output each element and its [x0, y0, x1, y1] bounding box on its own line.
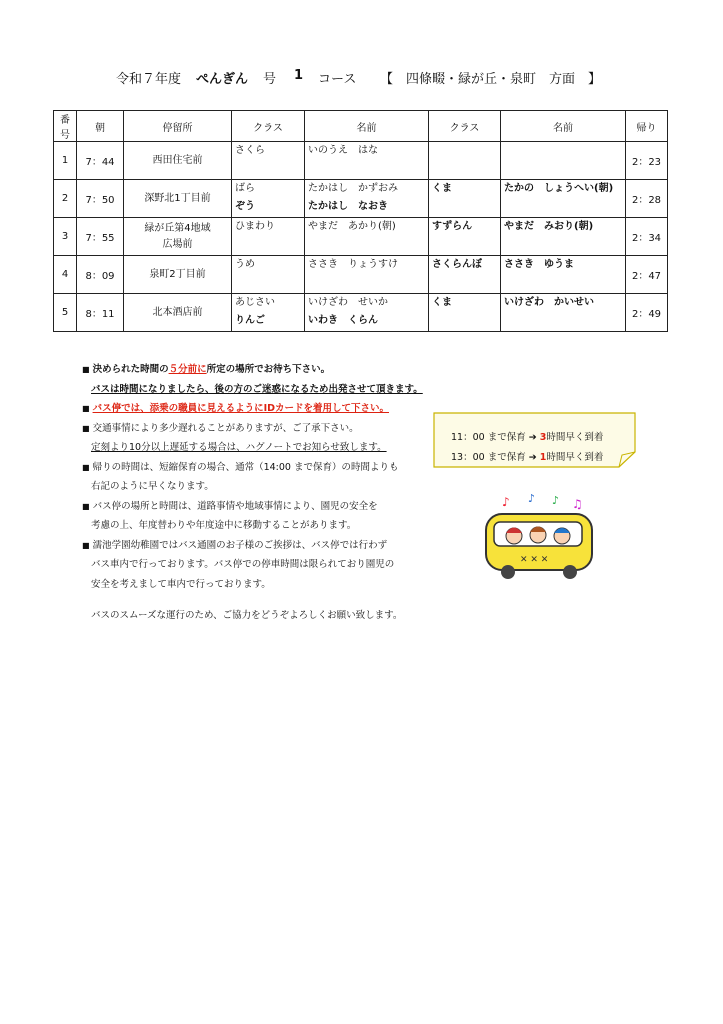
cell-name-2: たかの しょうへい(朝): [501, 180, 626, 218]
cell-class-2: [429, 142, 501, 180]
go-label: 号: [263, 72, 277, 87]
cell-class-2: すずらん: [429, 218, 501, 256]
cell-return-time: 2：49: [626, 294, 668, 332]
cell-class-1: ばら ぞう: [232, 180, 305, 218]
cell-number: 5: [54, 294, 77, 332]
bullet-icon: ■: [82, 365, 90, 374]
cell-name-1: やまだ あかり(朝): [305, 218, 429, 256]
note-3: ■ 交通事情により多少遅れることがありますが、ご了承下さい。: [82, 422, 359, 434]
col-header-class: クラス: [429, 111, 501, 142]
cell-name-2: やまだ みおり(朝): [501, 218, 626, 256]
bullet-icon: ■: [82, 540, 90, 550]
note-4: ■ 帰りの時間は、短縮保育の場合、通常（14:00 まで保育）の時間よりも: [82, 461, 399, 473]
cell-bus-stop: 西田住宅前: [124, 142, 232, 180]
cell-class-2: くま: [429, 294, 501, 332]
cell-morning-time: 7：50: [77, 180, 124, 218]
cell-bus-stop: 泉町2丁目前: [124, 256, 232, 294]
bullet-icon: ■: [82, 404, 90, 413]
cell-bus-stop: 北本酒店前: [124, 294, 232, 332]
col-header-class: クラス: [232, 111, 305, 142]
table-row: [54, 256, 668, 294]
arrow-right-icon: ➔: [528, 432, 537, 443]
early-arrival-callout: [433, 412, 636, 468]
cell-class-1: ひまわり: [232, 218, 305, 256]
note-5: ■ バス停の場所と時間は、道路事情や地域事情により、園児の安全を: [82, 500, 378, 512]
closing-message: バスのスムーズな運行のため、ご協力をどうぞよろしくお願い致します。: [91, 610, 403, 621]
cell-morning-time: 8：09: [77, 256, 124, 294]
callout-row-1300: 13：00 まで保育 ➔ 1時間早く到着: [451, 452, 604, 463]
cell-bus-stop: 深野北1丁目前: [124, 180, 232, 218]
note-6-detail-2: 安全を考えまして車内で行っております。: [91, 578, 271, 590]
cell-class-1: さくら: [232, 142, 305, 180]
svg-text:♫: ♫: [572, 497, 583, 511]
cell-number: 1: [54, 142, 77, 180]
table-row: [54, 180, 668, 218]
col-header-number: 番号: [54, 111, 77, 142]
cell-number: 3: [54, 218, 77, 256]
cell-name-2: いけざわ かいせい: [501, 294, 626, 332]
cell-name-1: いのうえ はな: [305, 142, 429, 180]
cell-return-time: 2：23: [626, 142, 668, 180]
cell-bus-stop: 緑が丘第4地域 広場前: [124, 218, 232, 256]
cell-return-time: 2：47: [626, 256, 668, 294]
cell-class-2: くま: [429, 180, 501, 218]
bullet-icon: ■: [82, 501, 90, 511]
note-1: ■ 決められた時間の５分前に所定の場所でお待ち下さい。: [82, 364, 331, 375]
note-6: ■ 濡池学園幼稚園ではバス通園のお子様のご挨拶は、バス停では行わず: [82, 539, 388, 551]
cell-name-2: [501, 142, 626, 180]
col-header-return: 帰り: [626, 111, 668, 142]
bullet-icon: ■: [82, 462, 90, 472]
table-row: [54, 142, 668, 180]
col-header-stop: 停留所: [124, 111, 232, 142]
cell-class-1: あじさい りんご: [232, 294, 305, 332]
bus-schedule-table: [53, 110, 668, 332]
cell-name-1: いけざわ せいか いわき くらん: [305, 294, 429, 332]
cell-morning-time: 8：11: [77, 294, 124, 332]
bullet-icon: ■: [82, 423, 90, 433]
note-2: ■ バス停では、添乗の職員に見えるようにIDカードを着用して下さい。: [82, 403, 389, 414]
cell-name-1: たかはし かずおみ たかはし なおき: [305, 180, 429, 218]
bus-illustration-icon: [480, 492, 600, 582]
bus-number: 1: [294, 68, 304, 83]
cell-number: 4: [54, 256, 77, 294]
note-5-detail: 考慮の上、年度替わりや年度途中に移動することがあります。: [91, 520, 357, 531]
cell-return-time: 2：34: [626, 218, 668, 256]
cell-morning-time: 7：55: [77, 218, 124, 256]
svg-text:♪: ♪: [528, 492, 536, 505]
callout-row-1100: 11：00 まで保育 ➔ 3時間早く到着: [451, 432, 604, 443]
note-4-detail: 右記のように早くなります。: [91, 481, 214, 492]
note-1-detail: バスは時間になりましたら、後の方のご迷惑になるため出発させて頂きます。: [91, 383, 423, 395]
table-row: [54, 294, 668, 332]
notes-section: [82, 360, 432, 626]
cell-number: 2: [54, 180, 77, 218]
cell-name-2: ささき ゆうま: [501, 256, 626, 294]
note-6-detail-1: バス車内で行っております。バス停での停車時間は限られており園児の: [91, 559, 395, 570]
cell-name-1: ささき りょうすけ: [305, 256, 429, 294]
cell-class-2: さくらんぼ: [429, 256, 501, 294]
course-label: コース: [318, 72, 357, 87]
svg-text:✕ ✕ ✕: ✕ ✕ ✕: [520, 555, 549, 565]
svg-text:♪: ♪: [552, 494, 560, 507]
cell-return-time: 2：28: [626, 180, 668, 218]
col-header-name: 名前: [501, 111, 626, 142]
cell-morning-time: 7：44: [77, 142, 124, 180]
cell-class-1: うめ: [232, 256, 305, 294]
col-header-name: 名前: [305, 111, 429, 142]
col-header-morning: 朝: [77, 111, 124, 142]
arrow-right-icon: ➔: [528, 452, 537, 463]
bus-name: ぺんぎん: [196, 72, 249, 87]
table-row: [54, 218, 668, 256]
area-label: 【 四條畷・緑が丘・泉町 方面 】: [380, 72, 602, 87]
note-3-detail: 定刻より10分以上遅延する場合は、ハグノートでお知らせ致します。: [91, 442, 387, 453]
svg-text:♪: ♪: [502, 495, 510, 509]
table-header-row: [54, 111, 668, 142]
fiscal-year: 令和７年度: [116, 72, 182, 87]
